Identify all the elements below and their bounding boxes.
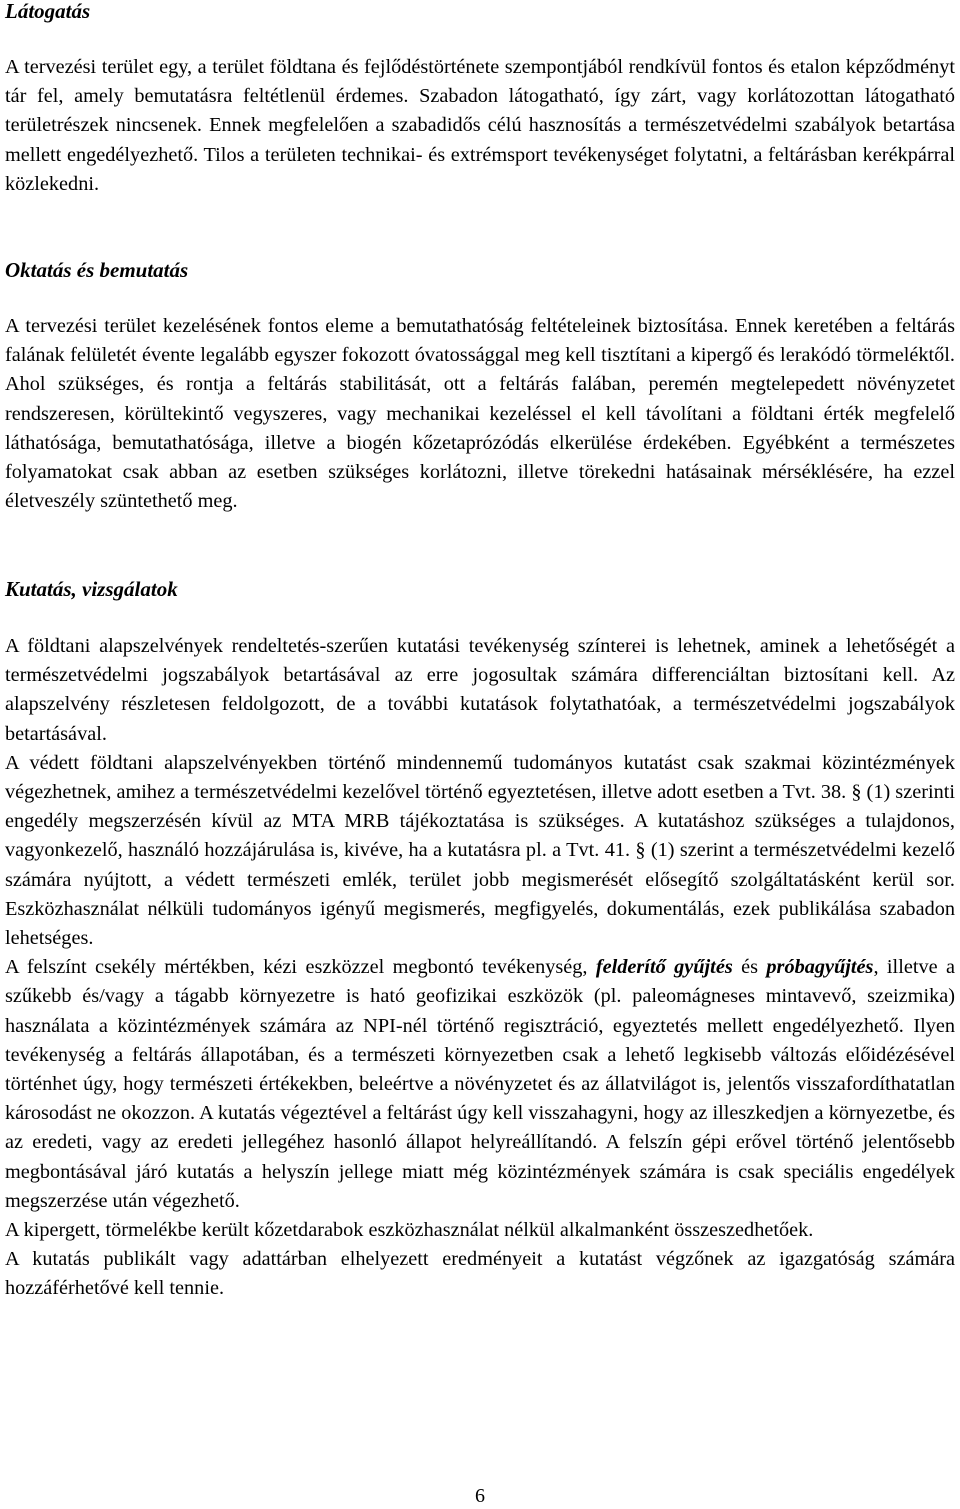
- section-body-kutatas: [5, 632, 955, 1304]
- paragraph: A tervezési terület kezelésének fontos eleme a bemutathatóság feltételeinek biztosítása. Ennek keretében a feltárás falának felületét évente legalább egyszer fokozott óvatossággal meg kell tisztítani a kipergő és lerakódó törmeléktől. Ahol szükséges, és rontja a feltárás stabilitását, ott a feltárás falában, peremén megtelepedett növényzetet rendszeresen, körültekintő vegyszeres, vagy mechanikai kezeléssel el kell távolítani a földtani érték megfelelő láthatósága, bemutathatósága, illetve a biogén kőzetaprózódás elkerülése érdekében. Egyébként a természetes folyamatokat csak abban az esetben szükséges korlátozni, illetve törekedni hatásainak mérséklésére, ha ezzel életveszély szüntethető meg.: [5, 315, 955, 513]
- paragraph: A tervezési terület egy, a terület földtana és fejlődéstörténete szempontjából rendkívül fontos és etalon képződményt tár fel, amely bemutatásra feltétlenül érdemes. Szabadon látogatható, így zárt, vagy korlátozottan látogatható területrészek nincsenek. Ennek megfelelően a szabadidős célú hasznosítás a természetvédelmi szabályok betartása mellett engedélyezhető. Tilos a területen technikai- és extrémsport tevékenységet folytatni, a feltárásban kerékpárral közlekedni.: [5, 56, 955, 195]
- section-body-oktatas: [5, 312, 955, 516]
- text-run: A felszínt csekély mértékben, kézi eszközzel megbontó tevékenység,: [5, 956, 596, 979]
- text-run: , illetve a szűkebb és/vagy a tágabb környezetre is ható geofizikai eszközök (pl. paleomágneses mintavevő, szeizmika) használata a közintézmények számára az NPI-nél történő regisztráció, egyeztetés mellett engedélyezhető. Ilyen tevékenység a feltárás állapotában, és a természeti környezetben csak a lehető legkisebb változás előidézésével történhet úgy, hogy természeti értékekben, beleértve a növényzetet és az állatvilágot is, jelentős visszafordíthatatlan károsodást ne okozzon. A kutatás végeztével a feltárást úgy kell visszahagyni, hogy az illeszkedjen a környezetbe, és az eredeti, vagy az eredeti jellegéhez hasonló állapot helyreállítandó. A felszín gépi erővel történő jelentősebb megbontásával járó kutatás a helyszín jellege miatt még közintézmények számára is csak speciális engedélyek megszerzése után végezhető.: [5, 956, 955, 1212]
- section-heading-oktatas: Oktatás és bemutatás: [5, 258, 189, 282]
- emphasis-probagyujtes: próbagyűjtés: [766, 956, 874, 979]
- section-heading-latogatas: Látogatás: [5, 0, 91, 23]
- section-body-latogatas: [5, 53, 955, 199]
- section-heading-kutatas: Kutatás, vizsgálatok: [5, 577, 178, 601]
- emphasis-felderito-gyujtes: felderítő gyűjtés: [595, 956, 733, 979]
- paragraph: A kipergett, törmelékbe került kőzetdarabok eszközhasználat nélkül alkalmanként összeszedhetőek.: [5, 1219, 814, 1242]
- text-run: és: [732, 956, 767, 979]
- page-number: 6: [475, 1485, 485, 1507]
- paragraph: A földtani alapszelvények rendeltetés-szerűen kutatási tevékenység színterei is lehetnek, aminek a lehetőségét a természetvédelmi jogszabályok betartásával az erre jogosultak számára differenciáltan biztosítani kell. Az alapszelvény részletesen feldolgozott, de a további kutatások folytathatóak, a természetvédelmi jogszabályok betartásával.: [5, 635, 955, 745]
- paragraph: A kutatás publikált vagy adattárban elhelyezett eredményeit a kutatást végzőnek az igazgatóság számára hozzáférhetővé kell tennie.: [5, 1248, 955, 1300]
- paragraph-with-emphasis: [5, 953, 955, 1216]
- paragraph: A védett földtani alapszelvényekben történő mindennemű tudományos kutatást csak szakmai közintézmények végezhetnek, amihez a természetvédelmi kezelővel történő egyeztetésen, illetve adott esetben a Tvt. 38. § (1) szerinti engedély megszerzésén kívül az MTA MRB tájékoztatása is szükséges. A kutatáshoz szükséges a tulajdonos, vagyonkezelő, használó hozzájárulása is, kivéve, ha a kutatásra pl. a Tvt. 41. § (1) szerint a természetvédelmi kezelő számára nyújtott, a védett természeti emlék, terület jobb megismerését elősegítő szolgáltatásként kerül sor. Eszközhasználat nélküli tudományos igényű megismerés, megfigyelés, dokumentálás, ezek publikálása szabadon lehetséges.: [5, 751, 955, 950]
